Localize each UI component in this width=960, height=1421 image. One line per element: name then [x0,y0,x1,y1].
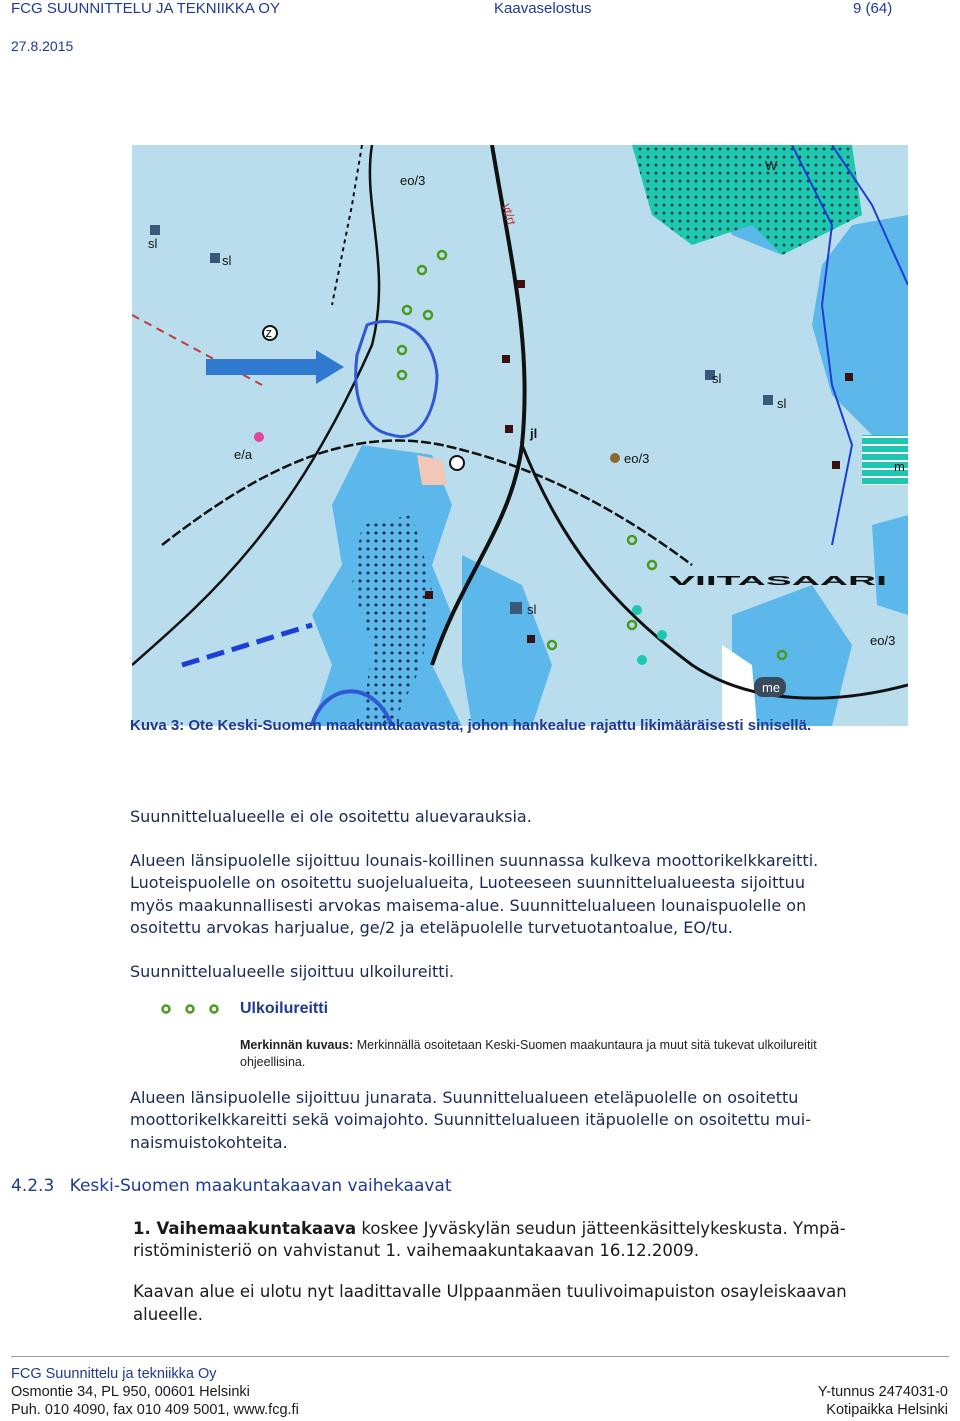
map-label-eo3-north: eo/3 [400,173,426,188]
map-label-eo3-center: eo/3 [624,451,650,466]
map-label-sl-northwest: sl [222,253,232,268]
legend-title: Ulkoilureitti [240,1000,329,1017]
paragraph-surroundings-line1: Alueen länsipuolelle sijoittuu lounais-koillinen suunnassa kulkeva moottorikelkkareitti. [130,851,819,870]
figure-caption: Kuva 3: Ote Keski-Suomen maakuntakaavasta, johon hankealue rajattu likimääräisesti sinisellä. [130,717,812,734]
map-label-me: me [762,680,781,695]
regional-plan-map [132,145,908,726]
footer-domicile: Kotipaikka Helsinki [826,1402,948,1418]
map-label-sl-west: sl [148,236,158,251]
map-label-ea: e/a [234,447,253,462]
item-1-line2: ristöministeriö on vahvistanut 1. vaihemaakuntakaavan 16.12.2009. [133,1241,700,1260]
legend-description-text-cont: ohjeellisina. [240,1055,306,1069]
legend-route-symbol-icon [160,1002,224,1016]
map-label-sl-east1: sl [712,371,722,386]
header-company: FCG SUUNNITTELU JA TEKNIIKKA OY [11,0,280,17]
map-label-jl: jl [530,426,538,441]
legend-description-label: Merkinnän kuvaus: [240,1038,354,1052]
header-page-number: 9 (64) [853,0,893,17]
paragraph-railway-line2: moottorikelkkareitti sekä voimajohto. Suunnittelualueen itäpuolelle on osoitettu mui- [130,1110,812,1129]
footer-contact: Puh. 010 4090, fax 010 409 5001, www.fcg.fi [11,1402,299,1418]
legend-description-text: Merkinnällä osoitetaan Keski-Suomen maakuntaura ja muut sitä tukevat ulkoilureitit [356,1038,817,1052]
legend-outdoor-route [160,1000,950,1072]
paragraph-surroundings-line2: Luoteispuolelle on osoitettu suojelualueita, Luoteeseen suunnittelualueesta sijoittuu [130,873,805,892]
map-label-viitasaari: VIITASAARI [669,573,887,588]
map-label-w: W [765,158,778,173]
paragraph-surroundings-line4: osoitettu arvokas harjualue, ge/2 ja eteläpuolelle turvetuotantoalue, EO/tu. [130,918,733,937]
paragraph-surroundings-line3: myös maakunnallisesti arvokas maisema-alue. Suunnittelualueen lounaispuolelle on [130,896,807,915]
map-label-eo3-east: eo/3 [870,633,896,648]
section-title: Keski-Suomen maakuntakaavan vaihekaavat [69,1176,452,1196]
item-1-title: Vaihemaakuntakaava [156,1219,357,1238]
paragraph-no-reservations: Suunnittelualueelle ei ole osoitettu aluevarauksia. [130,807,532,826]
section-heading [11,1176,452,1196]
item-1-text: koskee Jyväskylän seudun jätteenkäsittelykeskusta. Ympä- [356,1219,846,1238]
header-doc-title: Kaavaselostus [494,0,592,17]
item-1-line1 [133,1218,846,1240]
item-1-number: 1. [133,1219,157,1238]
paragraph-railway-line1: Alueen länsipuolelle sijoittuu junarata. Suunnittelualueen eteläpuolelle on osoitettu [130,1088,799,1107]
legend-description [240,1038,817,1052]
map-label-m: m [894,459,905,474]
map-label-sl-south: sl [527,602,537,617]
footer-address: Osmontie 34, PL 950, 00601 Helsinki [11,1384,250,1400]
item-2-line2: alueelle. [133,1305,204,1324]
map-label-sl-east2: sl [777,396,787,411]
map-label-z: z [265,325,272,340]
item-2-line1: Kaavan alue ei ulotu nyt laadittavalle Ulppaanmäen tuulivoimapuiston osayleiskaavan [133,1282,847,1301]
section-number: 4.2.3 [11,1176,55,1196]
paragraph-outdoor-route: Suunnittelualueelle sijoittuu ulkoilureitti. [130,962,455,981]
map-label-vtrt: vt/rt [499,201,520,227]
header-date: 27.8.2015 [11,38,74,54]
footer-brand: FCG Suunnittelu ja tekniikka Oy [11,1366,217,1382]
footer-business-id: Y-tunnus 2474031-0 [817,1384,948,1400]
footer-divider [11,1356,949,1357]
paragraph-railway-line3: naismuistokohteita. [130,1133,288,1152]
